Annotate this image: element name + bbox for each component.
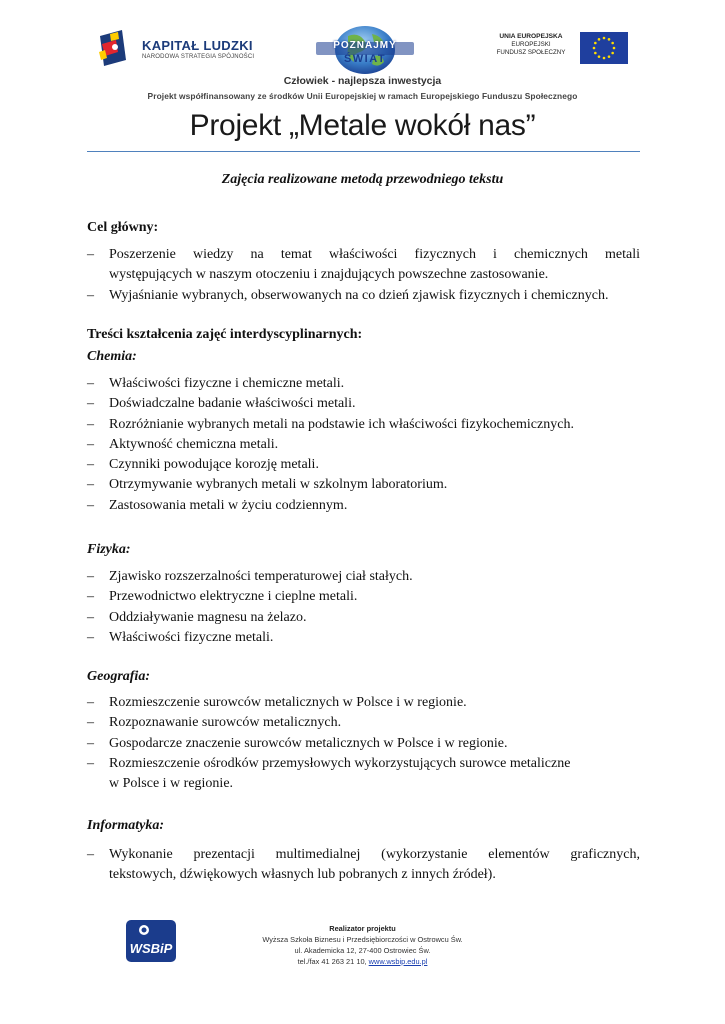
physics-heading: Fizyka:: [87, 542, 131, 557]
eu-star-icon: [611, 52, 614, 55]
eu-fund-label: [488, 33, 574, 57]
geography-heading: Geografia:: [87, 669, 150, 684]
list-item: [87, 754, 640, 795]
eu-star-icon: [593, 47, 596, 50]
list-item: [87, 286, 640, 306]
list-item: – Rozróżnianie wybranych metali na podstawie ich właściwości fizykochemicznych.: [87, 415, 640, 435]
list-item-line: – Poszerzenie wiedzy na temat właściwości fizycznych i chemicznych metali: [109, 247, 640, 262]
list-item: – Aktywność chemiczna metali.: [87, 435, 640, 455]
main-goal-list: [87, 245, 640, 306]
eu-label-line3: FUNDUSZ SPOŁECZNY: [496, 49, 566, 56]
footer-contact: [0, 957, 725, 966]
list-item: – Zastosowania metali w życiu codziennym.: [87, 496, 640, 516]
informatics-heading: Informatyka:: [87, 818, 164, 833]
eu-star-icon: [608, 38, 611, 41]
eu-label-line1: UNIA EUROPEJSKA: [499, 33, 563, 40]
poznajmy-text: POZNAJMY: [333, 40, 397, 51]
list-item-line: tekstowych, dźwiękowych własnych lub pobranych z innych źródeł).: [109, 867, 496, 883]
subtitle: Zajęcia realizowane metodą przewodniego tekstu: [221, 172, 504, 187]
list-item: – Oddziaływanie magnesu na żelazo.: [87, 608, 640, 628]
footer-address: ul. Akademicka 12, 27-400 Ostrowiec Św.: [294, 946, 431, 955]
eu-star-icon: [613, 47, 616, 50]
eu-star-icon: [594, 42, 597, 45]
eu-star-icon: [603, 57, 606, 60]
list-item: [87, 734, 640, 754]
list-item: – Czynniki powodujące korozję metali.: [87, 455, 640, 475]
list-item: – Właściwości fizyczne metali.: [87, 628, 640, 648]
list-item: [87, 245, 640, 286]
list-item: – Właściwości fizyczne i chemiczne metali.: [87, 374, 640, 394]
list-item: – Przewodnictwo elektryczne i cieplne metali.: [87, 587, 640, 607]
eu-star-icon: [598, 38, 601, 41]
footer-phone: tel./fax 41 263 21 10,: [297, 957, 369, 966]
wsbip-logo-text: WSBiP: [129, 941, 173, 956]
content-heading: Treści kształcenia zajęć interdyscyplinarnych:: [87, 327, 363, 342]
list-item: [87, 713, 640, 733]
swiat-text: ŚWIAT: [343, 53, 387, 65]
cofinancing-note: Projekt współfinansowany ze środków Unii Europejskiej w ramach Europejskiego Funduszu Społecznego: [147, 91, 578, 101]
list-item: [87, 693, 640, 713]
kapital-ludzki-name: KAPITAŁ LUDZKI: [142, 38, 253, 53]
chemistry-list: [87, 374, 640, 516]
list-item: – Zjawisko rozszerzalności temperaturowej ciał stałych.: [87, 567, 640, 587]
footer-website-link[interactable]: www.wsbip.edu.pl: [368, 957, 428, 966]
list-item: – Doświadczalne badanie właściwości metali.: [87, 394, 640, 414]
list-item-line: – Rozpoznawanie surowców metalicznych.: [109, 715, 342, 731]
title-rule: [87, 151, 640, 152]
list-item-line: – Rozmieszczenie ośrodków przemysłowych wykorzystujących surowce metaliczne: [109, 755, 571, 771]
eu-star-icon: [594, 52, 597, 55]
list-item-line: w Polsce i w regionie.: [109, 776, 234, 792]
eu-star-icon: [598, 55, 601, 58]
eu-star-icon: [608, 55, 611, 58]
chemistry-heading: Chemia:: [87, 349, 137, 364]
header-logos: [0, 0, 725, 110]
list-item-line: – Gospodarcze znaczenie surowców metalicznych w Polsce i w regionie.: [109, 735, 508, 751]
main-goal-heading: Cel główny:: [87, 220, 159, 235]
informatics-list: [87, 845, 640, 886]
list-item-line: – Wyjaśnianie wybranych, obserwowanych na co dzień zjawisk fizycznych i chemicznych.: [109, 287, 609, 303]
footer-heading: Realizator projektu: [329, 924, 396, 933]
eu-star-icon: [603, 37, 606, 40]
geography-list: [87, 693, 640, 794]
eu-star-icon: [611, 42, 614, 45]
globe-icon: [310, 24, 420, 78]
list-item-line: – Wykonanie prezentacji multimedialnej (wykorzystanie elementów graficznych,: [109, 847, 640, 862]
slogan: Człowiek - najlepsza inwestycja: [283, 75, 442, 87]
eu-label-line2: EUROPEJSKI: [511, 41, 551, 48]
list-item-line: – Rozmieszczenie surowców metalicznych w Polsce i w regionie.: [109, 695, 467, 710]
eu-flag-icon: [580, 32, 628, 64]
list-item-line: występujących w naszym otoczeniu i znajdujących powszechne zastosowanie.: [109, 267, 549, 283]
page-title: Projekt „Metale wokół nas”: [189, 109, 536, 142]
kapital-ludzki-subtitle: NARODOWA STRATEGIA SPÓJNOŚCI: [142, 54, 255, 60]
list-item: – Otrzymywanie wybranych metali w szkolnym laboratorium.: [87, 475, 640, 495]
physics-list: [87, 567, 640, 648]
list-item: [87, 845, 640, 886]
footer-org: Wyższa Szkoła Biznesu i Przedsiębiorczości w Ostrowcu Św.: [262, 935, 463, 944]
